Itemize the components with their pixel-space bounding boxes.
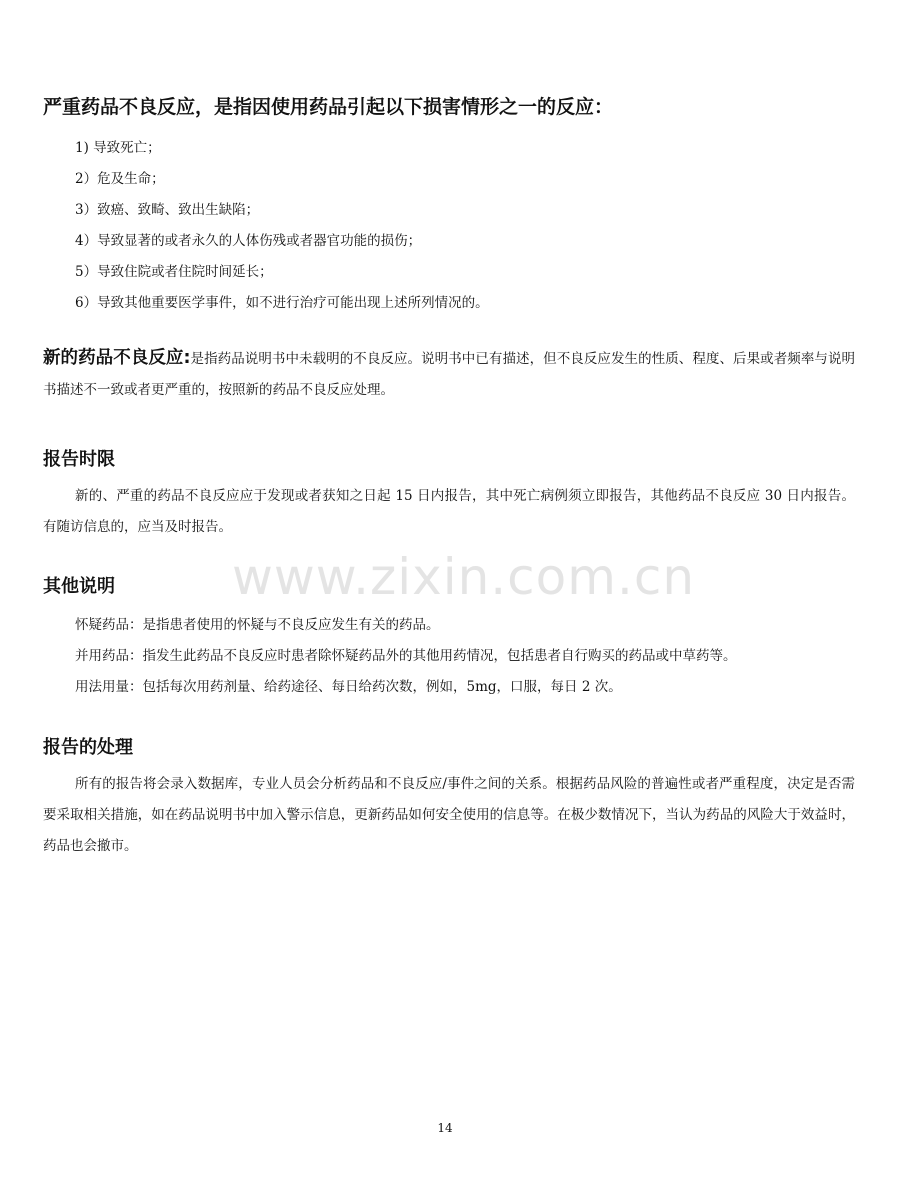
serious-adr-heading: 严重药品不良反应，是指因使用药品引起以下损害情形之一的反应： [43,96,614,118]
list-item: 6）导致其他重要医学事件，如不进行治疗可能出现上述所列情况的。 [75,295,489,311]
list-item: 1) 导致死亡； [75,140,161,156]
page-number: 14 [437,1121,453,1135]
report-deadline-text: 新的、严重的药品不良反应应于发现或者获知之日起 15 日内报告，其中死亡病例须立即报告，其他药品不良反应 30 日内报告。有随访信息的，应当及时报告。 [43,488,855,535]
list-item: 5）导致住院或者住院时间延长； [75,264,273,280]
other-notes-heading: 其他说明 [43,576,115,597]
report-deadline-heading: 报告时限 [43,449,115,470]
serious-adr-list [75,133,489,319]
other-notes-line: 并用药品：指发生此药品不良反应时患者除怀疑药品外的其他用药情况，包括患者自行购买的药品或中草药等。 [75,648,737,664]
other-notes-line: 怀疑药品：是指患者使用的怀疑与不良反应发生有关的药品。 [75,617,440,633]
new-adr-heading: 新的药品不良反应: [43,348,191,368]
watermark: www.zixin.com.cn [232,548,696,606]
list-item: 3）致癌、致畸、致出生缺陷； [75,202,260,218]
new-adr-paragraph [43,343,855,406]
report-handling-heading: 报告的处理 [43,737,133,758]
report-handling-text: 所有的报告将会录入数据库，专业人员会分析药品和不良反应/事件之间的关系。根据药品风险的普遍性或者严重程度，决定是否需要采取相关措施，如在药品说明书中加入警示信息，更新药品如何安全使用的信息等。在极少数情况下，当认为药品的风险大于效益时，药品也会撤市。 [43,776,855,854]
list-item: 4）导致显著的或者永久的人体伤残或者器官功能的损伤； [75,233,422,249]
list-item: 2）危及生命； [75,171,165,187]
other-notes-line: 用法用量：包括每次用药剂量、给药途径、每日给药次数，例如，5mg，口服，每日 2 次。 [75,679,622,695]
new-adr-text: 是指药品说明书中未载明的不良反应。说明书中已有描述，但不良反应发生的性质、程度、后果或者频率与说明书描述不一致或者更严重的，按照新的药品不良反应处理。 [43,351,856,398]
